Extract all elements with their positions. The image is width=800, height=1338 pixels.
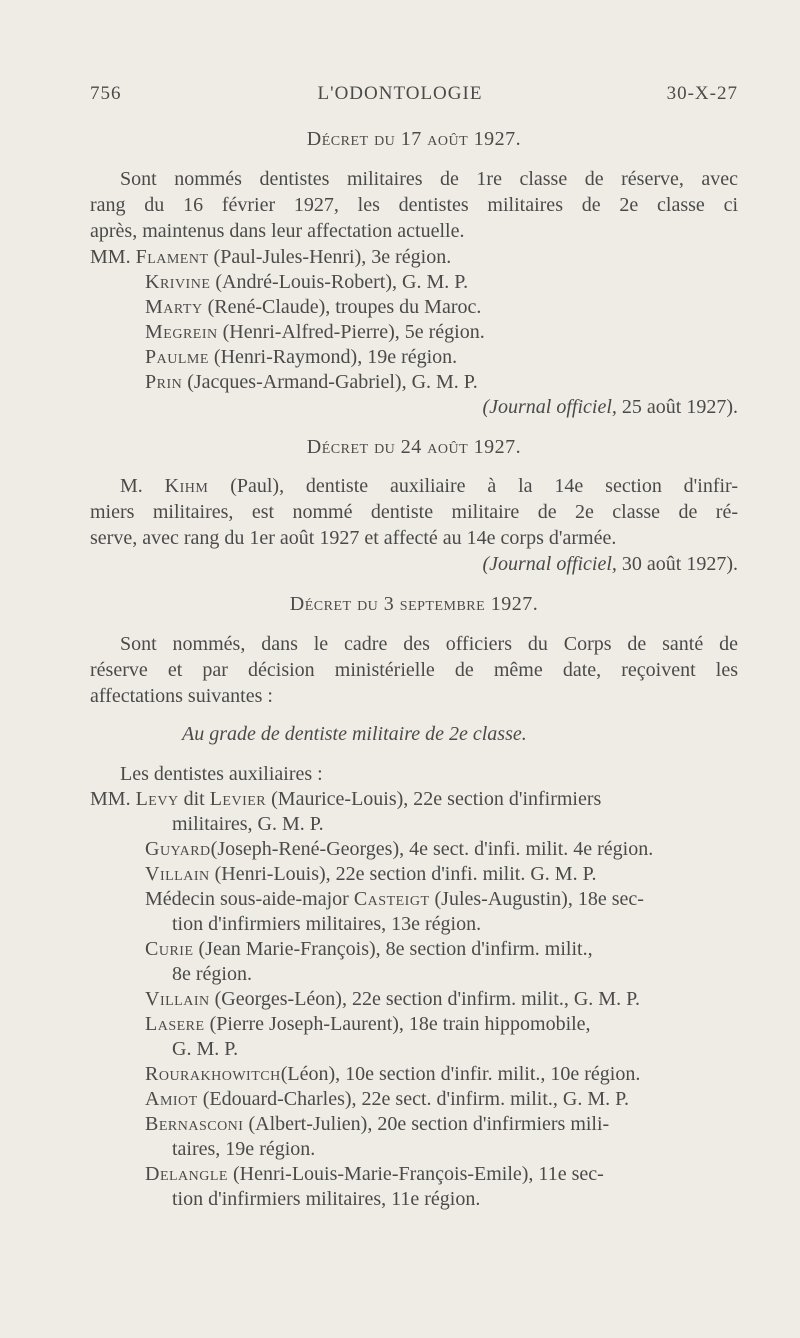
source-citation: (Journal officiel, 25 août 1927). xyxy=(482,396,738,418)
list-item-continuation: G. M. P. xyxy=(172,1038,239,1060)
running-date: 30-X-27 xyxy=(666,83,738,104)
paragraph-line: après, maintenus dans leur affectation actuelle. xyxy=(90,220,465,242)
list-item-continuation: taires, 19e région. xyxy=(172,1138,316,1160)
paragraph-line: miers militaires, est nommé dentiste militaire de 2e classe de ré- xyxy=(90,501,738,523)
list-item: Villain (Henri-Louis), 22e section d'infi. milit. G. M. P. xyxy=(145,863,597,885)
list-item: Marty (René-Claude), troupes du Maroc. xyxy=(145,296,482,318)
paragraph-line: réserve et par décision ministérielle de même date, reçoivent les xyxy=(90,659,738,681)
paragraph-line: serve, avec rang du 1er août 1927 et affecté au 14e corps d'armée. xyxy=(90,527,617,549)
list-item: Bernasconi (Albert-Julien), 20e section d'infirmiers mili- xyxy=(145,1113,610,1135)
list-item-continuation: tion d'infirmiers militaires, 13e région. xyxy=(172,913,482,935)
list-item: Médecin sous-aide-major Casteigt (Jules-Augustin), 18e sec- xyxy=(145,888,644,910)
list-item: Paulme (Henri-Raymond), 19e région. xyxy=(145,346,458,368)
list-item: Villain (Georges-Léon), 22e section d'infirm. milit., G. M. P. xyxy=(145,988,640,1010)
paragraph-line: affectations suivantes : xyxy=(90,685,273,707)
section-title: Décret du 24 août 1927. xyxy=(306,436,522,458)
list-item: Lasere (Pierre Joseph-Laurent), 18e train hippomobile, xyxy=(145,1013,591,1035)
list-item: Megrein (Henri-Alfred-Pierre), 5e région. xyxy=(145,321,485,343)
grade-subheading: Au grade de dentiste militaire de 2e classe. xyxy=(182,723,527,745)
list-item-continuation: militaires, G. M. P. xyxy=(172,813,324,835)
paragraph-line: Sont nommés, dans le cadre des officiers du Corps de santé de xyxy=(120,633,738,655)
list-item-continuation: tion d'infirmiers militaires, 11e région. xyxy=(172,1188,481,1210)
list-item-continuation: 8e région. xyxy=(172,963,252,985)
list-item: Delangle (Henri-Louis-Marie-François-Emile), 11e sec- xyxy=(145,1163,604,1185)
list-item: Amiot (Edouard-Charles), 22e sect. d'infirm. milit., G. M. P. xyxy=(145,1088,630,1110)
page-number: 756 xyxy=(90,83,122,104)
list-item: Curie (Jean Marie-François), 8e section d'infirm. milit., xyxy=(145,938,593,960)
source-citation: (Journal officiel, 30 août 1927). xyxy=(482,553,738,575)
list-item: MM. Levy dit Levier (Maurice-Louis), 22e section d'infirmiers xyxy=(90,788,602,810)
section-title: Décret du 3 septembre 1927. xyxy=(289,593,539,615)
paragraph-line: M. Kihm (Paul), dentiste auxiliaire à la 14e section d'infir- xyxy=(120,475,738,497)
list-intro: Les dentistes auxiliaires : xyxy=(120,763,323,785)
list-item: Guyard(Joseph-René-Georges), 4e sect. d'infi. milit. 4e région. xyxy=(145,838,654,860)
section-title: Décret du 17 août 1927. xyxy=(306,128,522,150)
list-item: Krivine (André-Louis-Robert), G. M. P. xyxy=(145,271,469,293)
list-item: Prin (Jacques-Armand-Gabriel), G. M. P. xyxy=(145,371,478,393)
paragraph-line: Sont nommés dentistes militaires de 1re classe de réserve, avec xyxy=(120,168,738,190)
list-item: Rourakhowitch(Léon), 10e section d'infir. milit., 10e région. xyxy=(145,1063,641,1085)
running-title: L'ODONTOLOGIE xyxy=(317,83,483,104)
list-item: MM. Flament (Paul-Jules-Henri), 3e région. xyxy=(90,246,452,268)
paragraph-line: rang du 16 février 1927, les dentistes militaires de 2e classe ci xyxy=(90,194,738,216)
